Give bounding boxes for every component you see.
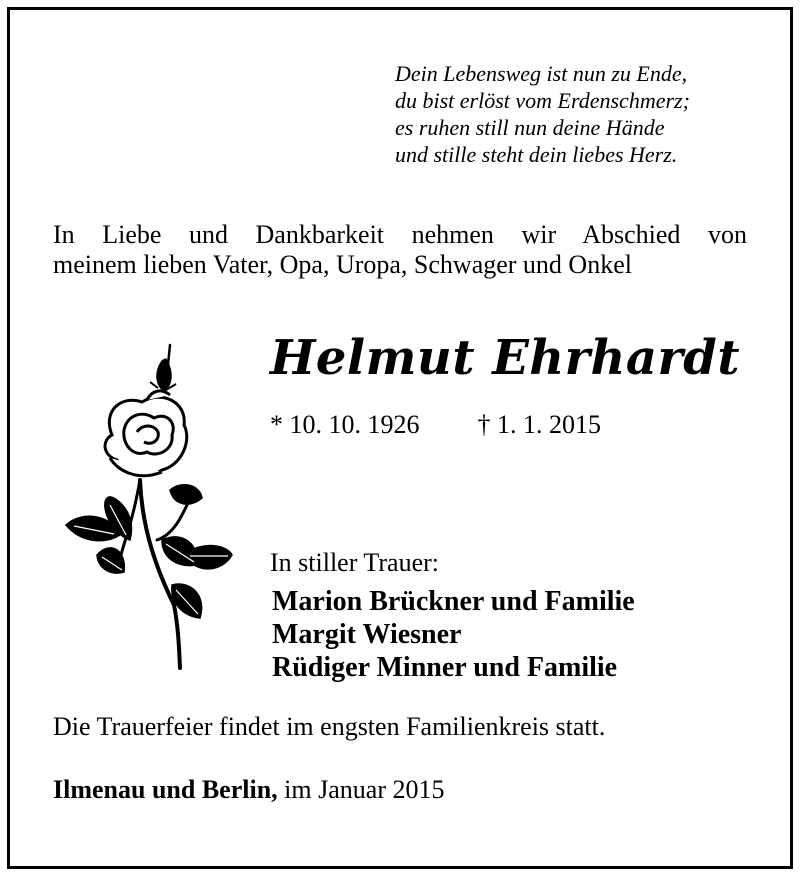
life-dates [270,410,601,440]
rose-icon [62,340,237,675]
poem-line: Dein Lebensweg ist nun zu Ende, [395,61,688,86]
deceased-name: Helmut Ehrhardt [270,330,740,386]
poem-line: es ruhen still nun deine Hände [395,115,665,140]
poem-line: du bist erlöst vom Erdenschmerz; [395,88,690,113]
intro-line: meinem lieben Vater, Opa, Uropa, Schwager und Onkel [53,250,632,279]
birth-date: * 10. 10. 1926 [270,410,420,439]
ceremony-note: Die Trauerfeier findet im engsten Familienkreis statt. [53,712,606,741]
poem [395,60,690,168]
place-location: Ilmenau und Berlin, [53,775,278,804]
family-name: Marion Brückner und Familie [272,586,635,617]
intro-text [53,220,747,280]
poem-line: und stille steht dein liebes Herz. [395,142,678,167]
mourning-label: In stiller Trauer: [270,548,439,577]
family-name: Margit Wiesner [272,619,462,650]
death-date: † 1. 1. 2015 [477,410,601,439]
family-name: Rüdiger Minner und Familie [272,652,618,683]
notice-date: im Januar 2015 [284,775,445,804]
place-date [53,775,444,805]
intro-line: In Liebe und Dankbarkeit nehmen wir Abschied von [53,220,747,249]
